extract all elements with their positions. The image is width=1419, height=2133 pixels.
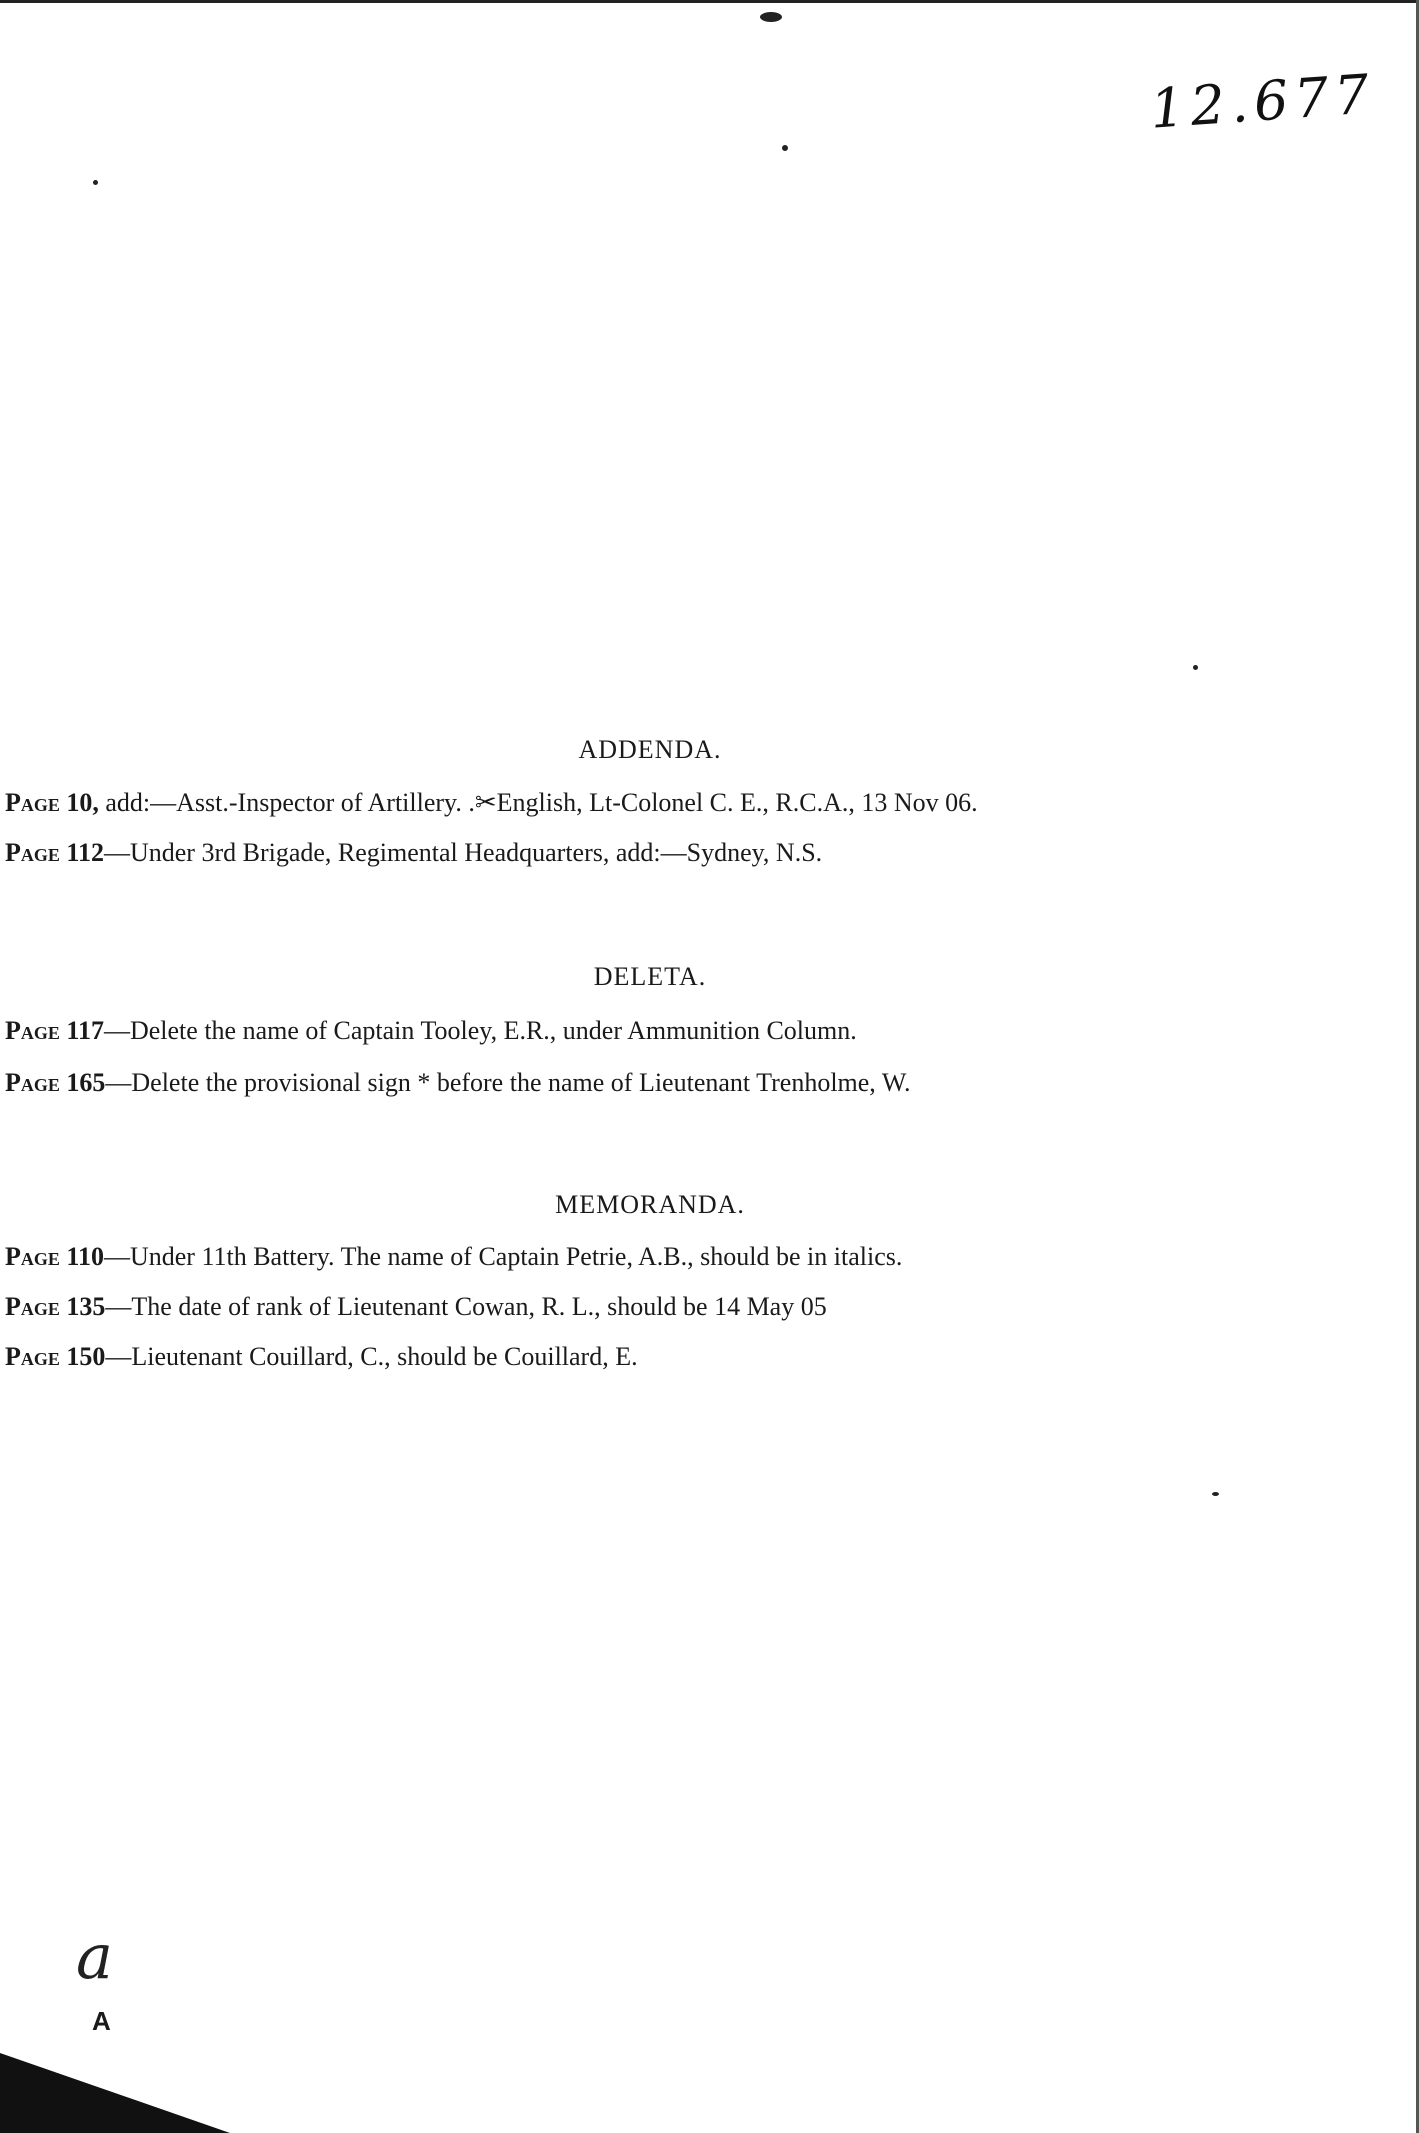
ink-speck xyxy=(782,145,788,151)
page-number: 150 xyxy=(66,1342,106,1371)
top-page-edge xyxy=(0,0,1419,3)
entry-text: —Delete the name of Captain Tooley, E.R., under Ammunition Column. xyxy=(103,1016,857,1045)
page-number: 135 xyxy=(66,1292,106,1321)
addenda-entry xyxy=(5,788,978,818)
page-number: 112 xyxy=(66,838,104,867)
page-label: Page xyxy=(5,838,60,867)
entry-text: —Delete the provisional sign * before the name of Lieutenant Trenholme, W. xyxy=(105,1068,911,1097)
entry-text: —The date of rank of Lieutenant Cowan, R. L., should be 14 May 05 xyxy=(105,1292,827,1321)
deleta-entry xyxy=(5,1068,911,1098)
entry-text: —Under 11th Battery. The name of Captain Petrie, A.B., should be in italics. xyxy=(103,1242,903,1271)
deleta-heading: DELETA. xyxy=(593,962,707,991)
ink-speck xyxy=(1212,1492,1219,1496)
page-label: Page xyxy=(5,1068,60,1097)
handwritten-catalog-number: 12.677 xyxy=(1148,62,1377,141)
memoranda-heading: MEMORANDA. xyxy=(555,1190,745,1219)
addenda-heading: ADDENDA. xyxy=(578,735,722,764)
page-number: 165 xyxy=(66,1068,106,1097)
handwritten-letter: a xyxy=(76,1920,113,1993)
page-label: Page xyxy=(5,1292,60,1321)
entry-text: —Lieutenant Couillard, C., should be Couillard, E. xyxy=(105,1342,638,1371)
page-label: Page xyxy=(5,1342,60,1371)
entry-text: —Under 3rd Brigade, Regimental Headquarters, add:—Sydney, N.S. xyxy=(103,838,823,867)
memoranda-entry xyxy=(5,1342,638,1372)
memoranda-entry xyxy=(5,1292,827,1322)
ink-speck xyxy=(760,12,782,22)
page-number: 117 xyxy=(66,1016,104,1045)
page-label: Page xyxy=(5,788,60,817)
page-label: Page xyxy=(5,1016,60,1045)
ink-speck xyxy=(1193,665,1198,670)
deleta-entry xyxy=(5,1016,857,1046)
page-number: 110 xyxy=(66,1242,104,1271)
memoranda-entry xyxy=(5,1242,902,1272)
page-label: Page xyxy=(5,1242,60,1271)
page-number: 10, xyxy=(66,788,99,817)
ink-speck xyxy=(93,180,98,185)
addenda-entry xyxy=(5,838,822,868)
entry-text: add:—Asst.-Inspector of Artillery. .✂English, Lt-Colonel C. E., R.C.A., 13 Nov 06. xyxy=(98,788,978,817)
page-corner-shadow xyxy=(0,2053,230,2133)
printed-signature-letter: A xyxy=(92,2006,111,2036)
